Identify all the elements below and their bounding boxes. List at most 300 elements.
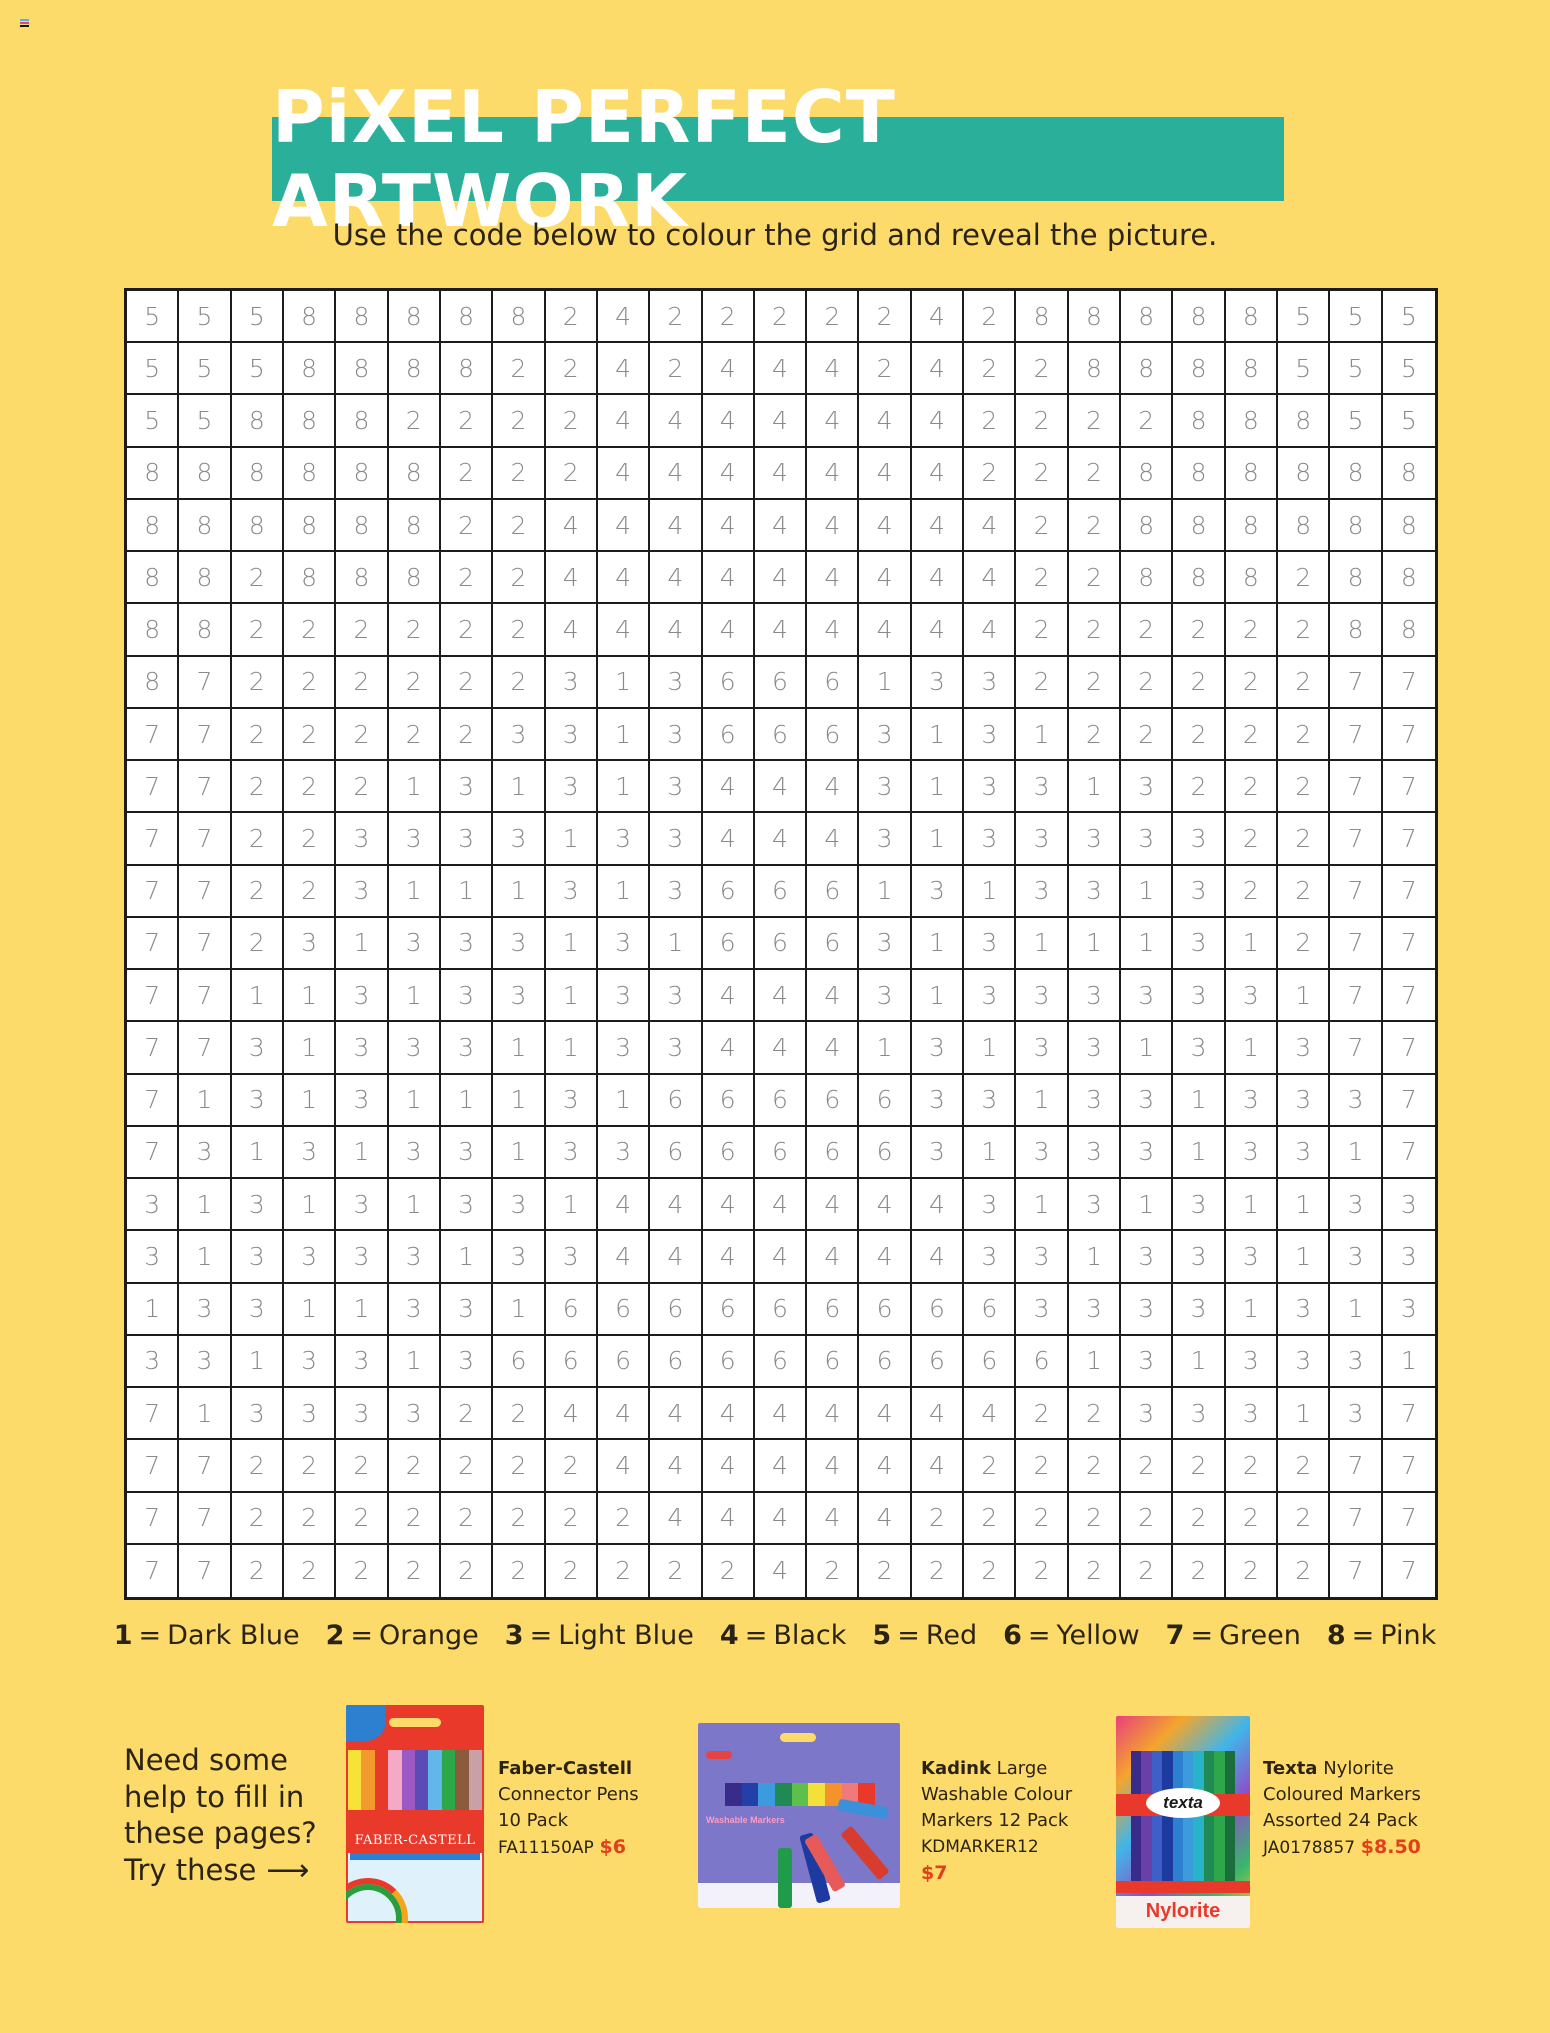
grid-cell[interactable]: 3 (912, 1127, 964, 1179)
grid-cell[interactable]: 8 (1016, 291, 1068, 343)
grid-cell[interactable]: 8 (1121, 500, 1173, 552)
grid-cell[interactable]: 2 (232, 657, 284, 709)
grid-cell[interactable]: 8 (336, 291, 388, 343)
grid-cell[interactable]: 6 (859, 1284, 911, 1336)
grid-cell[interactable]: 1 (546, 813, 598, 865)
grid-cell[interactable]: 2 (1226, 813, 1278, 865)
grid-cell[interactable]: 2 (232, 813, 284, 865)
grid-cell[interactable]: 3 (336, 813, 388, 865)
grid-cell[interactable]: 4 (755, 448, 807, 500)
grid-cell[interactable]: 3 (859, 970, 911, 1022)
grid-cell[interactable]: 2 (493, 657, 545, 709)
grid-cell[interactable]: 8 (1121, 343, 1173, 395)
grid-cell[interactable]: 8 (1173, 448, 1225, 500)
grid-cell[interactable]: 3 (598, 813, 650, 865)
grid-cell[interactable]: 2 (389, 657, 441, 709)
grid-cell[interactable]: 3 (389, 1127, 441, 1179)
grid-cell[interactable]: 2 (807, 291, 859, 343)
grid-cell[interactable]: 3 (1173, 1284, 1225, 1336)
grid-cell[interactable]: 8 (127, 448, 179, 500)
grid-cell[interactable]: 3 (232, 1388, 284, 1440)
grid-cell[interactable]: 4 (755, 1545, 807, 1597)
grid-cell[interactable]: 2 (1278, 552, 1330, 604)
grid-cell[interactable]: 3 (232, 1231, 284, 1283)
grid-cell[interactable]: 2 (493, 448, 545, 500)
grid-cell[interactable]: 1 (598, 761, 650, 813)
grid-cell[interactable]: 8 (1383, 500, 1435, 552)
grid-cell[interactable]: 2 (441, 1440, 493, 1492)
grid-cell[interactable]: 1 (389, 970, 441, 1022)
grid-cell[interactable]: 2 (441, 604, 493, 656)
grid-cell[interactable]: 1 (546, 970, 598, 1022)
grid-cell[interactable]: 1 (598, 1075, 650, 1127)
grid-cell[interactable]: 6 (859, 1075, 911, 1127)
grid-cell[interactable]: 3 (546, 709, 598, 761)
grid-cell[interactable]: 2 (441, 500, 493, 552)
grid-cell[interactable]: 6 (912, 1336, 964, 1388)
grid-cell[interactable]: 7 (127, 1388, 179, 1440)
grid-cell[interactable]: 4 (650, 1231, 702, 1283)
grid-cell[interactable]: 1 (1069, 918, 1121, 970)
grid-cell[interactable]: 1 (912, 813, 964, 865)
grid-cell[interactable]: 2 (1121, 1440, 1173, 1492)
grid-cell[interactable]: 2 (1069, 657, 1121, 709)
grid-cell[interactable]: 3 (1226, 1231, 1278, 1283)
grid-cell[interactable]: 8 (1330, 552, 1382, 604)
grid-cell[interactable]: 1 (1226, 1022, 1278, 1074)
grid-cell[interactable]: 4 (807, 970, 859, 1022)
grid-cell[interactable]: 6 (703, 866, 755, 918)
grid-cell[interactable]: 2 (964, 1440, 1016, 1492)
grid-cell[interactable]: 3 (1226, 1336, 1278, 1388)
grid-cell[interactable]: 3 (493, 1231, 545, 1283)
grid-cell[interactable]: 7 (1383, 813, 1435, 865)
grid-cell[interactable]: 3 (650, 866, 702, 918)
grid-cell[interactable]: 2 (493, 1388, 545, 1440)
grid-cell[interactable]: 8 (1121, 291, 1173, 343)
grid-cell[interactable]: 2 (493, 395, 545, 447)
grid-cell[interactable]: 2 (650, 1545, 702, 1597)
grid-cell[interactable]: 3 (336, 1075, 388, 1127)
grid-cell[interactable]: 5 (232, 343, 284, 395)
grid-cell[interactable]: 4 (807, 1179, 859, 1231)
grid-cell[interactable]: 7 (179, 1493, 231, 1545)
grid-cell[interactable]: 7 (1383, 657, 1435, 709)
grid-cell[interactable]: 2 (1016, 657, 1068, 709)
grid-cell[interactable]: 7 (1330, 1440, 1382, 1492)
grid-cell[interactable]: 3 (912, 866, 964, 918)
grid-cell[interactable]: 1 (284, 1075, 336, 1127)
grid-cell[interactable]: 2 (1278, 918, 1330, 970)
grid-cell[interactable]: 2 (859, 291, 911, 343)
grid-cell[interactable]: 6 (859, 1127, 911, 1179)
grid-cell[interactable]: 2 (232, 761, 284, 813)
grid-cell[interactable]: 8 (1226, 291, 1278, 343)
grid-cell[interactable]: 2 (598, 1493, 650, 1545)
grid-cell[interactable]: 7 (1330, 1545, 1382, 1597)
grid-cell[interactable]: 2 (1278, 1440, 1330, 1492)
grid-cell[interactable]: 3 (1016, 1022, 1068, 1074)
grid-cell[interactable]: 1 (1226, 1284, 1278, 1336)
grid-cell[interactable]: 4 (650, 1440, 702, 1492)
grid-cell[interactable]: 2 (546, 1440, 598, 1492)
grid-cell[interactable]: 8 (127, 604, 179, 656)
grid-cell[interactable]: 3 (389, 1388, 441, 1440)
grid-cell[interactable]: 6 (755, 866, 807, 918)
grid-cell[interactable]: 1 (1121, 1022, 1173, 1074)
grid-cell[interactable]: 2 (284, 866, 336, 918)
grid-cell[interactable]: 3 (493, 813, 545, 865)
grid-cell[interactable]: 6 (859, 1336, 911, 1388)
grid-cell[interactable]: 3 (1016, 1231, 1068, 1283)
grid-cell[interactable]: 2 (1226, 1493, 1278, 1545)
grid-cell[interactable]: 3 (912, 1075, 964, 1127)
grid-cell[interactable]: 2 (1069, 1493, 1121, 1545)
grid-cell[interactable]: 3 (598, 1022, 650, 1074)
grid-cell[interactable]: 3 (598, 970, 650, 1022)
grid-cell[interactable]: 4 (598, 395, 650, 447)
grid-cell[interactable]: 2 (284, 1545, 336, 1597)
grid-cell[interactable]: 6 (755, 1127, 807, 1179)
grid-cell[interactable]: 3 (1016, 1127, 1068, 1179)
grid-cell[interactable]: 8 (389, 291, 441, 343)
grid-cell[interactable]: 5 (1330, 291, 1382, 343)
grid-cell[interactable]: 1 (650, 918, 702, 970)
grid-cell[interactable]: 1 (389, 1075, 441, 1127)
grid-cell[interactable]: 2 (1226, 604, 1278, 656)
grid-cell[interactable]: 1 (964, 866, 1016, 918)
grid-cell[interactable]: 2 (1278, 657, 1330, 709)
grid-cell[interactable]: 7 (1330, 709, 1382, 761)
grid-cell[interactable]: 2 (1226, 709, 1278, 761)
grid-cell[interactable]: 6 (912, 1284, 964, 1336)
grid-cell[interactable]: 1 (232, 1127, 284, 1179)
grid-cell[interactable]: 6 (807, 1284, 859, 1336)
grid-cell[interactable]: 4 (807, 1388, 859, 1440)
grid-cell[interactable]: 1 (127, 1284, 179, 1336)
grid-cell[interactable]: 4 (859, 1388, 911, 1440)
grid-cell[interactable]: 2 (964, 1545, 1016, 1597)
grid-cell[interactable]: 7 (127, 813, 179, 865)
grid-cell[interactable]: 2 (284, 1440, 336, 1492)
grid-cell[interactable]: 4 (703, 604, 755, 656)
grid-cell[interactable]: 3 (1121, 761, 1173, 813)
grid-cell[interactable]: 4 (755, 1179, 807, 1231)
grid-cell[interactable]: 4 (912, 604, 964, 656)
grid-cell[interactable]: 4 (807, 604, 859, 656)
grid-cell[interactable]: 4 (546, 500, 598, 552)
grid-cell[interactable]: 4 (755, 343, 807, 395)
grid-cell[interactable]: 6 (807, 918, 859, 970)
grid-cell[interactable]: 1 (1330, 1284, 1382, 1336)
grid-cell[interactable]: 7 (179, 1440, 231, 1492)
grid-cell[interactable]: 7 (1330, 657, 1382, 709)
grid-cell[interactable]: 6 (755, 657, 807, 709)
grid-cell[interactable]: 3 (336, 866, 388, 918)
grid-cell[interactable]: 6 (650, 1075, 702, 1127)
grid-cell[interactable]: 2 (441, 709, 493, 761)
grid-cell[interactable]: 4 (703, 500, 755, 552)
grid-cell[interactable]: 2 (859, 1545, 911, 1597)
grid-cell[interactable]: 3 (1069, 866, 1121, 918)
grid-cell[interactable]: 1 (336, 1284, 388, 1336)
grid-cell[interactable]: 1 (912, 709, 964, 761)
grid-cell[interactable]: 5 (232, 291, 284, 343)
grid-cell[interactable]: 4 (755, 500, 807, 552)
grid-cell[interactable]: 6 (493, 1336, 545, 1388)
grid-cell[interactable]: 2 (493, 552, 545, 604)
grid-cell[interactable]: 2 (703, 1545, 755, 1597)
grid-cell[interactable]: 4 (703, 1493, 755, 1545)
grid-cell[interactable]: 3 (127, 1336, 179, 1388)
grid-cell[interactable]: 4 (650, 448, 702, 500)
grid-cell[interactable]: 8 (1173, 500, 1225, 552)
grid-cell[interactable]: 3 (546, 1231, 598, 1283)
grid-cell[interactable]: 1 (912, 970, 964, 1022)
grid-cell[interactable]: 2 (232, 918, 284, 970)
grid-cell[interactable]: 8 (1226, 343, 1278, 395)
grid-cell[interactable]: 1 (232, 970, 284, 1022)
grid-cell[interactable]: 2 (493, 343, 545, 395)
grid-cell[interactable]: 5 (179, 343, 231, 395)
grid-cell[interactable]: 4 (598, 1388, 650, 1440)
grid-cell[interactable]: 3 (1173, 1388, 1225, 1440)
grid-cell[interactable]: 3 (1226, 1388, 1278, 1440)
grid-cell[interactable]: 2 (389, 395, 441, 447)
grid-cell[interactable]: 3 (1330, 1075, 1382, 1127)
grid-cell[interactable]: 2 (232, 866, 284, 918)
grid-cell[interactable]: 1 (493, 761, 545, 813)
grid-cell[interactable]: 7 (179, 970, 231, 1022)
grid-cell[interactable]: 3 (336, 1179, 388, 1231)
grid-cell[interactable]: 2 (964, 448, 1016, 500)
grid-cell[interactable]: 2 (441, 395, 493, 447)
grid-cell[interactable]: 4 (703, 1022, 755, 1074)
grid-cell[interactable]: 2 (1121, 604, 1173, 656)
grid-cell[interactable]: 4 (703, 761, 755, 813)
grid-cell[interactable]: 2 (964, 291, 1016, 343)
grid-cell[interactable]: 3 (1121, 970, 1173, 1022)
grid-cell[interactable]: 2 (493, 604, 545, 656)
grid-cell[interactable]: 4 (859, 448, 911, 500)
grid-cell[interactable]: 2 (1016, 1388, 1068, 1440)
grid-cell[interactable]: 2 (1069, 395, 1121, 447)
texta-pack-image[interactable] (1116, 1716, 1250, 1928)
grid-cell[interactable]: 8 (1226, 395, 1278, 447)
grid-cell[interactable]: 8 (336, 552, 388, 604)
grid-cell[interactable]: 2 (493, 500, 545, 552)
grid-cell[interactable]: 2 (1069, 448, 1121, 500)
grid-cell[interactable]: 2 (441, 1388, 493, 1440)
grid-cell[interactable]: 2 (1173, 761, 1225, 813)
grid-cell[interactable]: 1 (859, 866, 911, 918)
grid-cell[interactable]: 4 (859, 500, 911, 552)
grid-cell[interactable]: 4 (703, 343, 755, 395)
grid-cell[interactable]: 3 (389, 1284, 441, 1336)
grid-cell[interactable]: 1 (1016, 1075, 1068, 1127)
grid-cell[interactable]: 6 (1016, 1336, 1068, 1388)
grid-cell[interactable]: 3 (859, 918, 911, 970)
grid-cell[interactable]: 2 (336, 1440, 388, 1492)
grid-cell[interactable]: 2 (1173, 1440, 1225, 1492)
grid-cell[interactable]: 3 (179, 1127, 231, 1179)
grid-cell[interactable]: 3 (1121, 1284, 1173, 1336)
grid-cell[interactable]: 1 (1121, 918, 1173, 970)
grid-cell[interactable]: 7 (1383, 1127, 1435, 1179)
grid-cell[interactable]: 2 (1121, 1493, 1173, 1545)
grid-cell[interactable]: 2 (1278, 1545, 1330, 1597)
grid-cell[interactable]: 2 (546, 395, 598, 447)
grid-cell[interactable]: 8 (1173, 343, 1225, 395)
grid-cell[interactable]: 1 (1278, 1388, 1330, 1440)
grid-cell[interactable]: 4 (650, 1179, 702, 1231)
grid-cell[interactable]: 3 (179, 1336, 231, 1388)
grid-cell[interactable]: 2 (1226, 866, 1278, 918)
grid-cell[interactable]: 6 (703, 1127, 755, 1179)
grid-cell[interactable]: 8 (1383, 448, 1435, 500)
grid-cell[interactable]: 1 (441, 1075, 493, 1127)
grid-cell[interactable]: 8 (1069, 343, 1121, 395)
grid-cell[interactable]: 8 (1330, 604, 1382, 656)
grid-cell[interactable]: 6 (650, 1336, 702, 1388)
grid-cell[interactable]: 4 (912, 291, 964, 343)
grid-cell[interactable]: 4 (807, 1493, 859, 1545)
grid-cell[interactable]: 8 (493, 291, 545, 343)
grid-cell[interactable]: 4 (703, 1231, 755, 1283)
grid-cell[interactable]: 1 (598, 657, 650, 709)
grid-cell[interactable]: 2 (1173, 604, 1225, 656)
grid-cell[interactable]: 3 (336, 1231, 388, 1283)
grid-cell[interactable]: 3 (441, 970, 493, 1022)
grid-cell[interactable]: 8 (1330, 500, 1382, 552)
grid-cell[interactable]: 3 (1173, 1231, 1225, 1283)
grid-cell[interactable]: 3 (1016, 1284, 1068, 1336)
grid-cell[interactable]: 4 (807, 343, 859, 395)
grid-cell[interactable]: 2 (493, 1440, 545, 1492)
grid-cell[interactable]: 4 (859, 1440, 911, 1492)
grid-cell[interactable]: 2 (1069, 1440, 1121, 1492)
grid-cell[interactable]: 4 (650, 395, 702, 447)
grid-cell[interactable]: 4 (703, 970, 755, 1022)
grid-cell[interactable]: 3 (1278, 1127, 1330, 1179)
grid-cell[interactable]: 4 (703, 448, 755, 500)
grid-cell[interactable]: 4 (703, 552, 755, 604)
grid-cell[interactable]: 1 (912, 918, 964, 970)
grid-cell[interactable]: 8 (127, 657, 179, 709)
grid-cell[interactable]: 2 (284, 761, 336, 813)
grid-cell[interactable]: 1 (1226, 1179, 1278, 1231)
grid-cell[interactable]: 3 (389, 1022, 441, 1074)
grid-cell[interactable]: 3 (336, 1388, 388, 1440)
grid-cell[interactable]: 8 (179, 448, 231, 500)
grid-cell[interactable]: 5 (1330, 395, 1382, 447)
grid-cell[interactable]: 7 (127, 866, 179, 918)
grid-cell[interactable]: 4 (964, 604, 1016, 656)
grid-cell[interactable]: 3 (284, 1388, 336, 1440)
grid-cell[interactable]: 3 (1016, 866, 1068, 918)
grid-cell[interactable]: 6 (598, 1284, 650, 1336)
grid-cell[interactable]: 2 (441, 552, 493, 604)
grid-cell[interactable]: 1 (179, 1388, 231, 1440)
grid-cell[interactable]: 7 (1383, 1493, 1435, 1545)
grid-cell[interactable]: 3 (650, 813, 702, 865)
grid-cell[interactable]: 3 (964, 657, 1016, 709)
grid-cell[interactable]: 8 (1069, 291, 1121, 343)
grid-cell[interactable]: 7 (127, 918, 179, 970)
grid-cell[interactable]: 4 (703, 1440, 755, 1492)
grid-cell[interactable]: 6 (650, 1127, 702, 1179)
grid-cell[interactable]: 7 (127, 1022, 179, 1074)
grid-cell[interactable]: 1 (389, 761, 441, 813)
grid-cell[interactable]: 2 (336, 1545, 388, 1597)
grid-cell[interactable]: 3 (1121, 1336, 1173, 1388)
grid-cell[interactable]: 5 (127, 343, 179, 395)
grid-cell[interactable]: 3 (1121, 1127, 1173, 1179)
grid-cell[interactable]: 4 (650, 604, 702, 656)
grid-cell[interactable]: 2 (1278, 761, 1330, 813)
grid-cell[interactable]: 2 (1016, 395, 1068, 447)
grid-cell[interactable]: 6 (807, 1336, 859, 1388)
grid-cell[interactable]: 4 (807, 1231, 859, 1283)
grid-cell[interactable]: 3 (232, 1075, 284, 1127)
grid-cell[interactable]: 1 (964, 1127, 1016, 1179)
grid-cell[interactable]: 7 (179, 866, 231, 918)
grid-cell[interactable]: 3 (546, 761, 598, 813)
grid-cell[interactable]: 1 (1278, 1179, 1330, 1231)
grid-cell[interactable]: 8 (389, 343, 441, 395)
grid-cell[interactable]: 4 (755, 1022, 807, 1074)
grid-cell[interactable]: 4 (807, 395, 859, 447)
grid-cell[interactable]: 2 (1069, 1545, 1121, 1597)
grid-cell[interactable]: 3 (1069, 1179, 1121, 1231)
grid-cell[interactable]: 1 (1121, 1179, 1173, 1231)
grid-cell[interactable]: 3 (232, 1179, 284, 1231)
grid-cell[interactable]: 8 (1383, 604, 1435, 656)
grid-cell[interactable]: 4 (598, 1231, 650, 1283)
grid-cell[interactable]: 1 (1173, 1336, 1225, 1388)
grid-cell[interactable]: 2 (1173, 657, 1225, 709)
grid-cell[interactable]: 1 (284, 1022, 336, 1074)
grid-cell[interactable]: 3 (1173, 970, 1225, 1022)
grid-cell[interactable]: 1 (1016, 709, 1068, 761)
grid-cell[interactable]: 1 (441, 1231, 493, 1283)
grid-cell[interactable]: 6 (755, 1336, 807, 1388)
grid-cell[interactable]: 7 (179, 1545, 231, 1597)
grid-cell[interactable]: 3 (1330, 1179, 1382, 1231)
grid-cell[interactable]: 3 (179, 1284, 231, 1336)
grid-cell[interactable]: 4 (755, 970, 807, 1022)
grid-cell[interactable]: 8 (179, 552, 231, 604)
grid-cell[interactable]: 7 (1383, 1075, 1435, 1127)
grid-cell[interactable]: 8 (1121, 448, 1173, 500)
grid-cell[interactable]: 8 (1173, 552, 1225, 604)
grid-cell[interactable]: 5 (1330, 343, 1382, 395)
grid-cell[interactable]: 8 (336, 395, 388, 447)
grid-cell[interactable]: 5 (1383, 343, 1435, 395)
grid-cell[interactable]: 2 (1069, 500, 1121, 552)
grid-cell[interactable]: 4 (755, 604, 807, 656)
grid-cell[interactable]: 4 (650, 500, 702, 552)
grid-cell[interactable]: 7 (1383, 761, 1435, 813)
grid-cell[interactable]: 6 (964, 1336, 1016, 1388)
grid-cell[interactable]: 6 (755, 1075, 807, 1127)
grid-cell[interactable]: 6 (703, 1336, 755, 1388)
grid-cell[interactable]: 1 (1016, 918, 1068, 970)
grid-cell[interactable]: 7 (179, 761, 231, 813)
grid-cell[interactable]: 6 (755, 918, 807, 970)
grid-cell[interactable]: 2 (389, 709, 441, 761)
grid-cell[interactable]: 3 (1069, 1075, 1121, 1127)
